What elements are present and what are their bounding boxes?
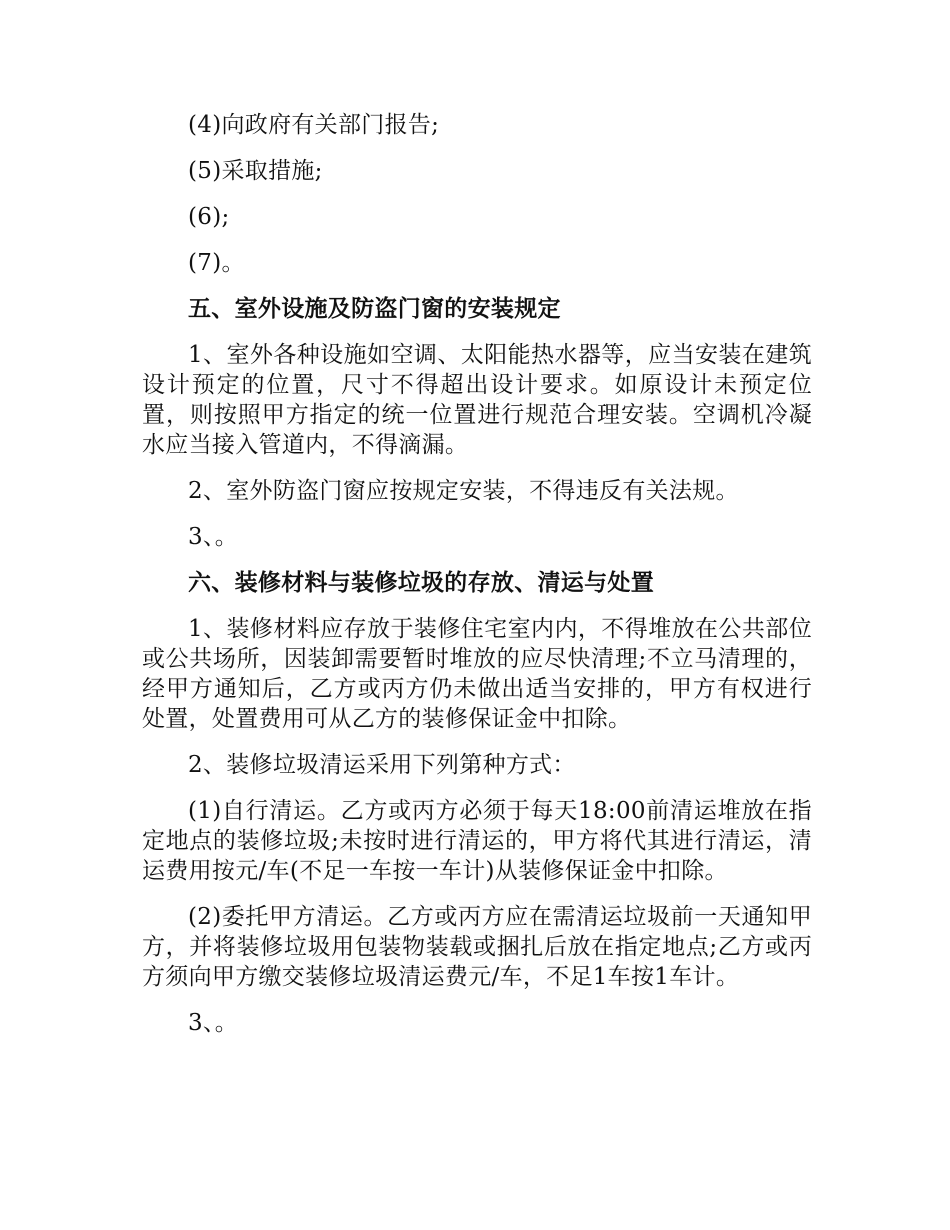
section-6-paragraph-3: (1)自行清运。乙方或丙方必须于每天18:00前清运堆放在指定地点的装修垃圾;未按时进行清运的，甲方将代其进行清运，清运费用按元/车(不足一车按一车计)从装修保证金中扣除。 <box>142 798 812 884</box>
list-item-4: (4)向政府有关部门报告; <box>188 112 440 138</box>
document-page <box>142 110 812 1054</box>
section-6-paragraph-4: (2)委托甲方清运。乙方或丙方应在需清运垃圾前一天通知甲方，并将装修垃圾用包装物装载或捆扎后放在指定地点;乙方或丙方须向甲方缴交装修垃圾清运费元/车，不足1车按1车计。 <box>142 904 812 990</box>
section-5-paragraph-1: 1、室外各种设施如空调、太阳能热水器等，应当安装在建筑设计预定的位置，尺寸不得超出设计要求。如原设计未预定位置，则按照甲方指定的统一位置进行规范合理安装。空调机冷凝水应当接入管道内，不得滴漏。 <box>142 342 812 458</box>
section-6-heading: 六、装修材料与装修垃圾的存放、清运与处置 <box>188 570 654 596</box>
section-5-heading: 五、室外设施及防盗门窗的安装规定 <box>188 296 561 322</box>
list-item-7: (7)。 <box>188 250 245 276</box>
section-6-paragraph-1: 1、装修材料应存放于装修住宅室内内，不得堆放在公共部位或公共场所，因装卸需要暂时堆放的应尽快清理;不立马清理的，经甲方通知后，乙方或丙方仍未做出适当安排的，甲方有权进行处置，处置费用可从乙方的装修保证金中扣除。 <box>142 616 812 732</box>
section-5-paragraph-3: 3、。 <box>188 524 239 550</box>
section-5-paragraph-2: 2、室外防盗门窗应按规定安装，不得违反有关法规。 <box>188 478 739 504</box>
section-6-paragraph-5: 3、。 <box>188 1010 239 1036</box>
section-6-paragraph-2: 2、装修垃圾清运采用下列第种方式： <box>188 752 576 778</box>
list-item-6: (6); <box>188 204 230 230</box>
list-item-5: (5)采取措施; <box>188 158 323 184</box>
